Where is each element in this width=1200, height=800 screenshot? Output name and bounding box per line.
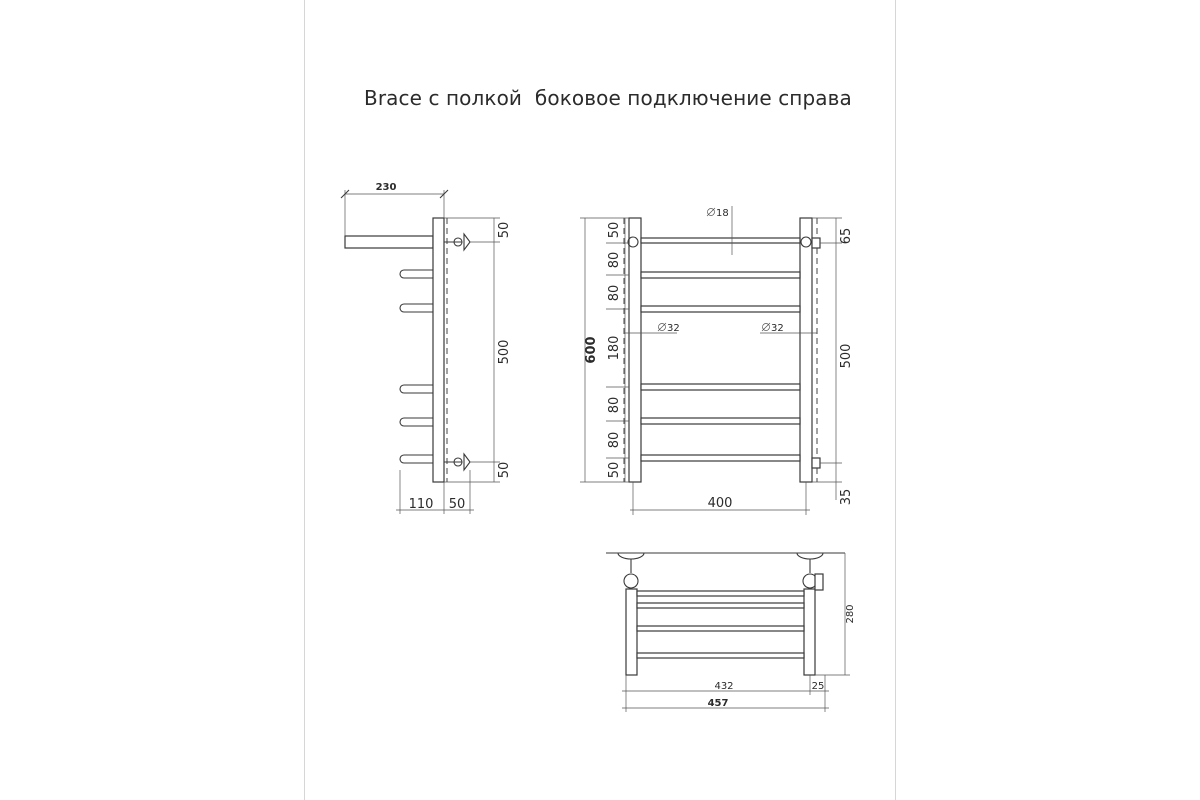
dim-width-400: 400 <box>707 496 733 511</box>
svg-text:32: 32 <box>771 323 784 334</box>
dim-seg-180: 180 <box>607 335 622 361</box>
dim-width-25: 25 <box>811 681 825 692</box>
dim-seg-80-b: 80 <box>607 284 622 302</box>
dim-right-35: 35 <box>839 488 854 506</box>
svg-text:32: 32 <box>667 323 680 334</box>
dim-right-65: 65 <box>839 227 854 245</box>
dim-depth-50: 50 <box>448 497 466 512</box>
top-connection <box>812 238 820 248</box>
side-crossbars <box>400 270 433 463</box>
right-collector <box>800 218 812 482</box>
dim-width-457: 457 <box>707 698 729 709</box>
dim-right-500: 500 <box>839 343 854 369</box>
svg-text:18: 18 <box>716 208 729 219</box>
dim-seg-80-c: 80 <box>607 396 622 414</box>
page-title: Brace с полкой боковое подключение справа <box>364 86 852 110</box>
dim-total-600: 600 <box>584 336 599 364</box>
dim-seg-80-d: 80 <box>607 431 622 449</box>
dim-d32-left <box>658 323 680 334</box>
front-view <box>580 206 854 515</box>
left-collector <box>629 218 641 482</box>
wall-mount-top <box>444 234 470 250</box>
dim-height-280: 280 <box>845 604 856 624</box>
front-crossbars <box>641 238 800 461</box>
dim-seg-top-50: 50 <box>607 221 622 239</box>
dim-top-50: 50 <box>497 221 512 239</box>
dim-d18 <box>707 208 729 219</box>
dim-seg-80-a: 80 <box>607 251 622 269</box>
shelf-profile <box>345 236 433 248</box>
top-connection-block <box>815 574 823 590</box>
dim-bottom-50: 50 <box>497 461 512 479</box>
dim-depth-110: 110 <box>408 497 434 512</box>
dim-seg-bottom-50: 50 <box>607 461 622 479</box>
top-view <box>606 553 856 712</box>
top-right-collector <box>804 589 815 675</box>
left-mount-knob <box>624 574 638 588</box>
dim-d32-right <box>762 323 784 334</box>
bottom-connection <box>812 458 820 468</box>
dim-width-230: 230 <box>375 182 397 193</box>
top-view-bars <box>637 591 804 658</box>
top-left-collector <box>626 589 637 675</box>
side-collector <box>433 218 444 482</box>
side-view <box>341 182 512 514</box>
dim-width-432: 432 <box>714 681 734 692</box>
wall-mount-bottom <box>444 454 470 470</box>
dim-center-500: 500 <box>497 339 512 365</box>
